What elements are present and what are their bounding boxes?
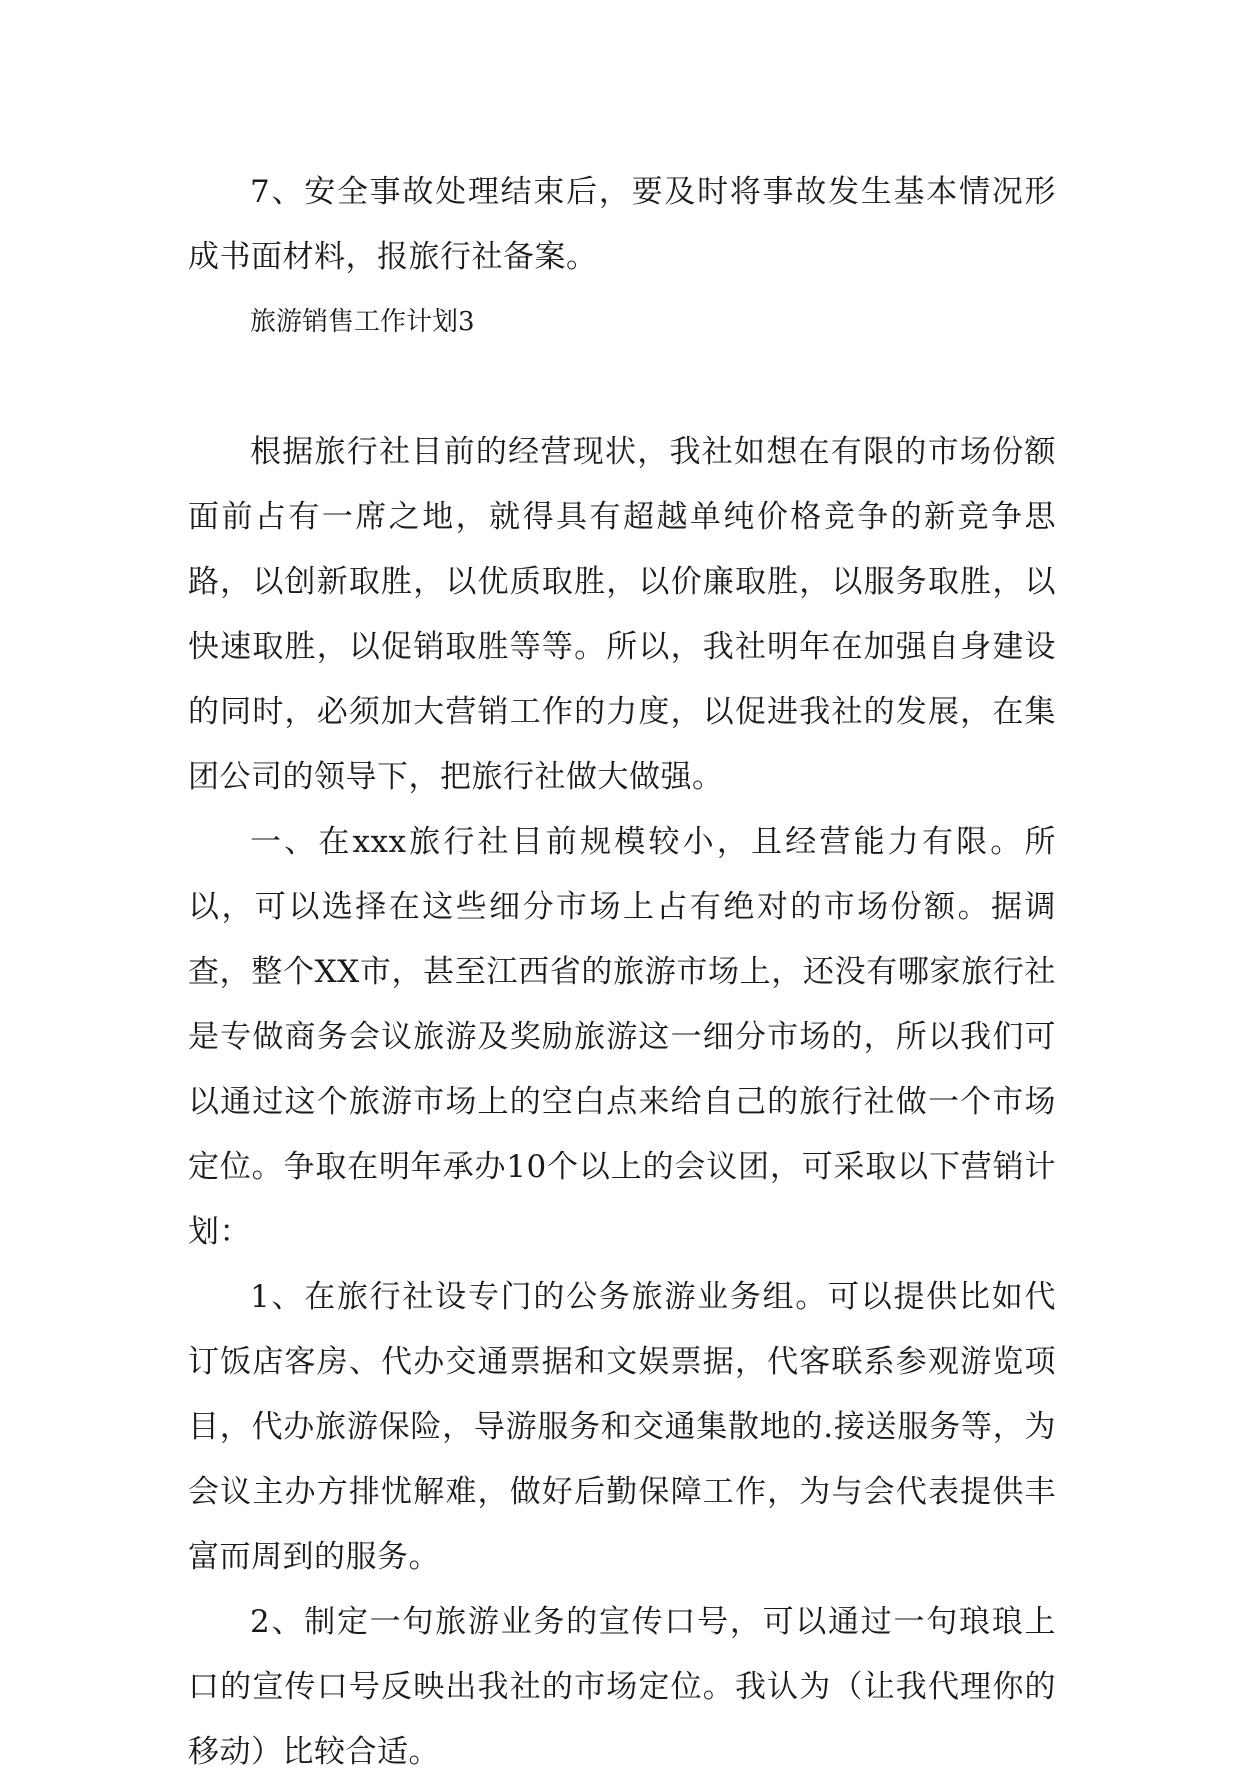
blank-line bbox=[188, 355, 1056, 420]
section-heading: 旅游销售工作计划3 bbox=[250, 307, 475, 337]
paragraph-intro: 根据旅行社目前的经营现状，我社如想在有限的市场份额面前占有一席之地，就得具有超越单纯价格竞争的新竞争思路，以创新取胜，以优质取胜，以价廉取胜，以服务取胜，以快速取胜，以促销取胜等等。所以，我社明年在加强自身建设的同时，必须加大营销工作的力度，以促进我社的发展，在集团公司的领导下，把旅行社做大做强。 bbox=[188, 434, 1056, 795]
paragraph-section-one: 一、在xxx旅行社目前规模较小，且经营能力有限。所以，可以选择在这些细分市场上占有绝对的市场份额。据调查，整个XX市，甚至江西省的旅游市场上，还没有哪家旅行社是专做商务会议旅游及奖励旅游这一细分市场的，所以我们可以通过这个旅游市场上的空白点来给自己的旅行社做一个市场定位。争取在明年承办10个以上的会议团，可采取以下营销计划： bbox=[188, 824, 1056, 1250]
paragraph-plan-2: 2、制定一句旅游业务的宣传口号，可以通过一句琅琅上口的宣传口号反映出我社的市场定位。我认为（让我代理你的移动）比较合适。 bbox=[188, 1604, 1056, 1770]
paragraph-item-7: 7、安全事故处理结束后，要及时将事故发生基本情况形成书面材料，报旅行社备案。 bbox=[188, 174, 1056, 275]
document-body bbox=[188, 160, 1056, 1785]
paragraph-plan-1: 1、在旅行社设专门的公务旅游业务组。可以提供比如代订饭店客房、代办交通票据和文娱票据，代客联系参观游览项目，代办旅游保险，导游服务和交通集散地的.接送服务等，为会议主办方排忧解难，做好后勤保障工作，为与会代表提供丰富而周到的服务。 bbox=[188, 1279, 1056, 1575]
